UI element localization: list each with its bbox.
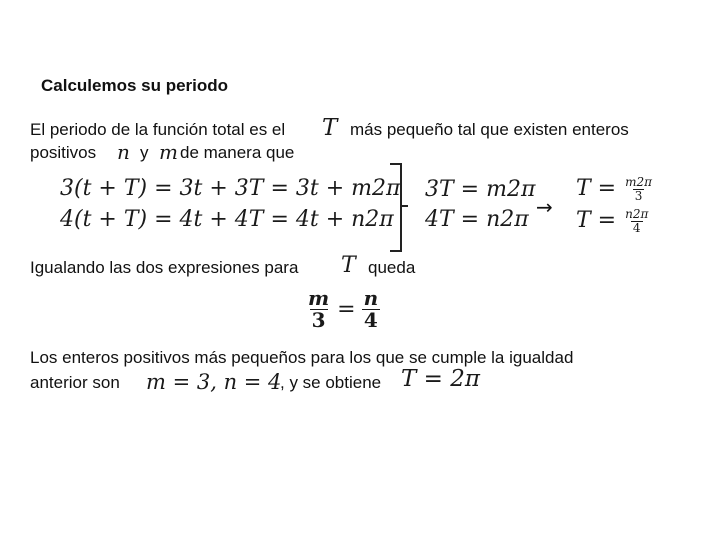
para1-line2-end: de manera que [180,143,295,162]
math-var-T-2: T [341,253,356,278]
ratio-equation [306,288,380,331]
ratio-left-numerator: m [308,286,330,310]
result-eq-2-denominator: 4 [632,220,641,235]
para3-line2-end: , y se obtiene [280,373,382,392]
result-eq-1-lhs: T = [576,176,617,202]
result-eq-1-numerator: m2π [625,175,653,189]
integer-values: m = 3, n = 4 [146,370,282,394]
ratio-left-denominator: 3 [311,308,326,332]
para1-line1-start: El periodo de la función total es el [30,120,286,139]
final-result: T = 2π [401,366,480,392]
para3-line1: Los enteros positivos más pequeños para los que se cumple la igualdad [30,348,574,367]
right-bracket [390,163,402,252]
simplified-eq-1: 3T = m2π [425,177,536,202]
simplified-eq-2: 4T = n2π [425,207,529,232]
ratio-equals: = [337,297,356,322]
para1-line2-y: y [140,143,149,162]
para2-start: Igualando las dos expresiones para [30,258,299,277]
para2-end: queda [368,258,416,277]
arrow-icon: → [536,195,553,219]
section-title: Calculemos su periodo [41,76,229,95]
equation-row-1: 3(t + T) = 3t + 3T = 3t + m2π [60,176,401,201]
result-eq-1 [576,176,654,202]
para1-line1-end: más pequeño tal que existen enteros [350,120,629,139]
equation-row-2: 4(t + T) = 4t + 4T = 4t + n2π [60,207,394,232]
para3-line2-start: anterior son [30,373,120,392]
ratio-right-denominator: 4 [363,308,378,332]
para1-line2-start: positivos [30,143,97,162]
math-var-m: m [159,140,178,164]
ratio-right-numerator: n [363,286,379,310]
math-var-n: n [117,140,130,164]
math-var-T: T [322,115,338,141]
result-eq-2-numerator: n2π [625,207,649,221]
result-eq-2-lhs: T = [576,208,617,234]
result-eq-2 [576,208,650,234]
bracket-tick [400,205,408,207]
result-eq-1-denominator: 3 [634,188,643,203]
